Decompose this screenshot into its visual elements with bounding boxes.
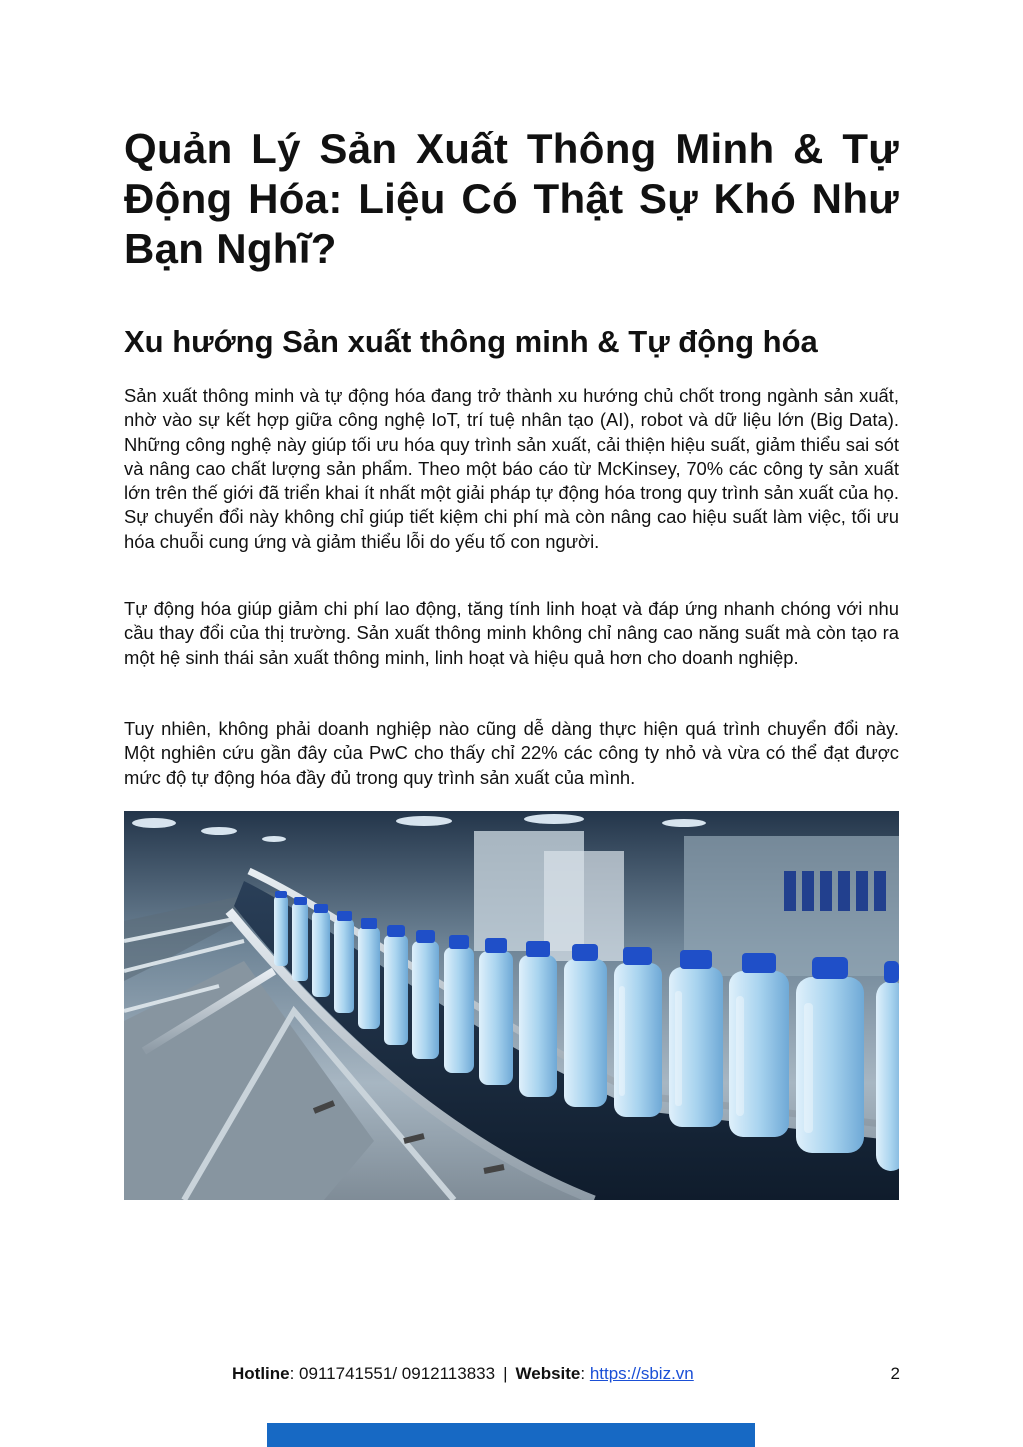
footer-contact (232, 1362, 694, 1386)
paragraph-3: Tuy nhiên, không phải doanh nghiệp nào cũng dễ dàng thực hiện quá trình chuyển đổi này. Một nghiên cứu gần đây của PwC cho thấy chỉ 22% các công ty nhỏ và vừa có thể đạt được mức độ tự động hóa đầy đủ trong quy trình sản xuất của mình. (124, 718, 899, 788)
footer-accent-bar (267, 1423, 755, 1447)
paragraph-1: Sản xuất thông minh và tự động hóa đang trở thành xu hướng chủ chốt trong ngành sản xuất, nhờ vào sự kết hợp giữa công nghệ IoT, trí tuệ nhân tạo (AI), robot và dữ liệu lớn (Big Data). Những công nghệ này giúp tối ưu hóa quy trình sản xuất, cải thiện hiệu suất, giảm thiểu sai sót và nâng cao chất lượng sản phẩm. Theo một báo cáo từ McKinsey, 70% các công ty sản xuất lớn trên thế giới đã triển khai ít nhất một giải pháp tự động hóa trong quy trình sản xuất của họ. Sự chuyển đổi này không chỉ giúp tiết kiệm chi phí mà còn nâng cao hiệu suất làm việc, tối ưu hóa chuỗi cung ứng và giảm thiểu lỗi do yếu tố con người. (124, 385, 899, 552)
website-colon: : (580, 1364, 590, 1383)
hotline-label: Hotline (232, 1364, 290, 1383)
bottling-conveyor-photo (124, 811, 899, 1200)
paragraph-2: Tự động hóa giúp giảm chi phí lao động, tăng tính linh hoạt và đáp ứng nhanh chóng với nhu cầu thay đổi của thị trường. Sản xuất thông minh không chỉ nâng cao năng suất mà còn tạo ra một hệ sinh thái sản xuất thông minh, linh hoạt và hiệu quả hơn cho doanh nghiệp. (124, 598, 899, 668)
website-label: Website (515, 1364, 581, 1383)
page-title: Quản Lý Sản Xuất Thông Minh & Tự Động Hóa: Liệu Có Thật Sự Khó Như Bạn Nghĩ? (124, 125, 899, 272)
hotline-value: : 0911741551/ 0912113833 (289, 1364, 496, 1383)
section-heading: Xu hướng Sản xuất thông minh & Tự động hóa (124, 324, 818, 359)
footer-separator: | (503, 1364, 508, 1383)
website-link[interactable]: https://sbiz.vn (589, 1364, 694, 1383)
page-number: 2 (890, 1364, 900, 1383)
